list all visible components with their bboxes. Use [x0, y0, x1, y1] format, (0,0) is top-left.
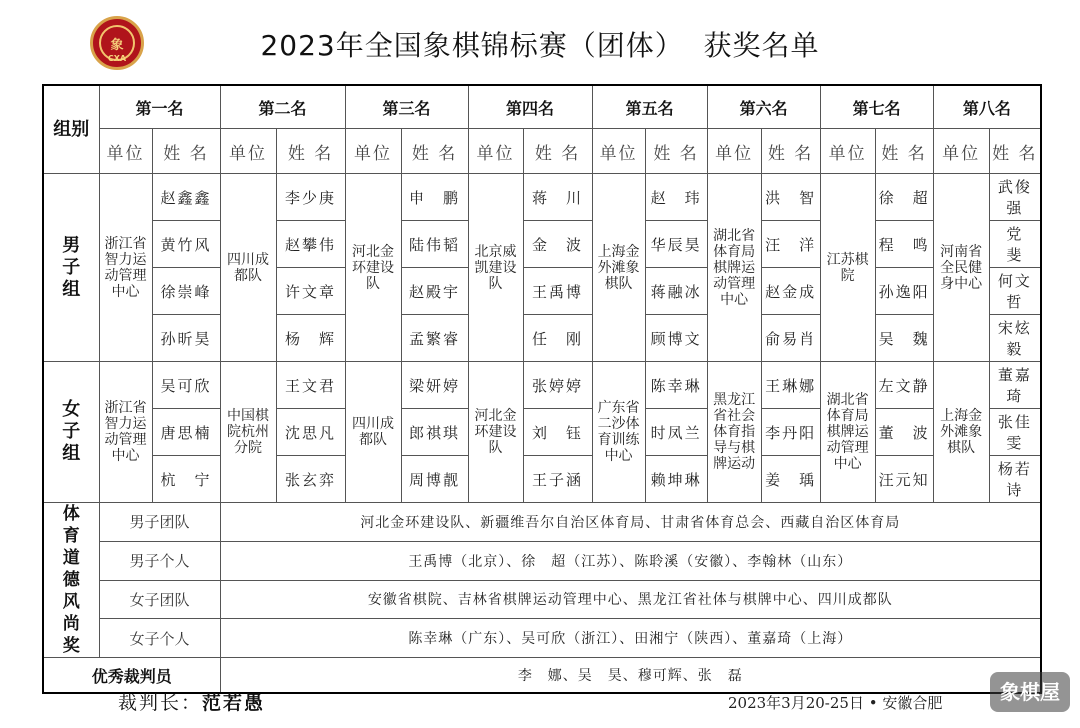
place-header: 第一名 — [99, 85, 220, 129]
men-player-name: 赵鑫鑫 — [152, 174, 220, 221]
date-place: 2023年3月20-25日 • 安徽合肥 — [728, 694, 943, 712]
men-player-name: 王禹博 — [523, 268, 592, 315]
men-player-name: 孟繁睿 — [401, 315, 468, 362]
place-header: 第五名 — [592, 85, 707, 129]
women-team-unit: 河北金环建设队 — [468, 362, 523, 503]
men-player-name: 赵金成 — [761, 268, 820, 315]
men-team-unit: 浙江省智力运动管理中心 — [99, 174, 152, 362]
unit-header: 单位 — [820, 129, 875, 174]
award-category: 女子团队 — [99, 580, 220, 619]
men-team-unit: 四川成都队 — [220, 174, 276, 362]
logo-char: 象 — [110, 37, 124, 53]
award-recipients: 王禹博（北京）、徐 超（江苏）、陈聆溪（安徽）、李翰林（山东） — [220, 541, 1041, 580]
men-player-name: 程 鸣 — [875, 221, 933, 268]
place-header: 第四名 — [468, 85, 592, 129]
name-header: 姓 名 — [875, 129, 933, 174]
women-player-name: 梁妍婷 — [401, 362, 468, 409]
unit-header: 单位 — [468, 129, 523, 174]
women-player-name: 汪元知 — [875, 456, 933, 503]
women-player-name: 张玄弈 — [276, 456, 345, 503]
men-player-name: 赵 玮 — [645, 174, 707, 221]
men-player-name: 华辰昊 — [645, 221, 707, 268]
men-player-name: 吴 魏 — [875, 315, 933, 362]
women-team-unit: 中国棋院杭州分院 — [220, 362, 276, 503]
watermark: 象棋屋 — [990, 672, 1070, 712]
women-player-name: 陈幸琳 — [645, 362, 707, 409]
men-player-name: 顾博文 — [645, 315, 707, 362]
men-player-name: 徐崇峰 — [152, 268, 220, 315]
award-recipients: 陈幸琳（广东）、吴可欣（浙江）、田湘宁（陕西）、董嘉琦（上海） — [220, 619, 1041, 658]
men-team-unit: 河南省全民健身中心 — [933, 174, 989, 362]
women-player-name: 王琳娜 — [761, 362, 820, 409]
women-player-name: 王文君 — [276, 362, 345, 409]
name-header: 姓 名 — [989, 129, 1041, 174]
name-header: 姓 名 — [645, 129, 707, 174]
awards-table — [42, 84, 1042, 694]
chief-referee-label: 裁判长： — [118, 692, 203, 714]
men-player-name: 汪 洋 — [761, 221, 820, 268]
women-player-name: 吴可欣 — [152, 362, 220, 409]
women-player-name: 刘 钰 — [523, 409, 592, 456]
award-recipients: 河北金环建设队、新疆维吾尔自治区体育局、甘肃省体育总会、西藏自治区体育局 — [220, 503, 1041, 542]
referees-list: 李 娜、吴 昊、穆可辉、张 磊 — [220, 658, 1041, 694]
men-team-unit: 湖北省体育局棋牌运动管理中心 — [707, 174, 761, 362]
men-player-name: 俞易肖 — [761, 315, 820, 362]
men-team-unit: 北京威凯建设队 — [468, 174, 523, 362]
women-team-unit: 四川成都队 — [345, 362, 401, 503]
men-player-name: 武俊强 — [989, 174, 1041, 221]
women-player-name: 唐思楠 — [152, 409, 220, 456]
men-team-unit: 上海金外滩象棋队 — [592, 174, 645, 362]
place-header: 第三名 — [345, 85, 468, 129]
place-header: 第七名 — [820, 85, 933, 129]
logo-text: CXA — [107, 54, 127, 63]
men-player-name: 何文哲 — [989, 268, 1041, 315]
place-header: 第八名 — [933, 85, 1041, 129]
men-player-name: 孙逸阳 — [875, 268, 933, 315]
name-header: 姓 名 — [523, 129, 592, 174]
group-header: 组别 — [43, 85, 99, 174]
place-header: 第二名 — [220, 85, 345, 129]
unit-header: 单位 — [933, 129, 989, 174]
men-player-name: 党 斐 — [989, 221, 1041, 268]
sportsmanship-label: 体育道德风尚奖 — [43, 503, 99, 658]
name-header: 姓 名 — [401, 129, 468, 174]
award-category: 男子团队 — [99, 503, 220, 542]
men-player-name: 陆伟韬 — [401, 221, 468, 268]
award-category: 女子个人 — [99, 619, 220, 658]
men-player-name: 洪 智 — [761, 174, 820, 221]
women-group-label: 女子组 — [43, 362, 99, 503]
women-team-unit: 黑龙江省社会体育指导与棋牌运动 — [707, 362, 761, 503]
men-player-name: 徐 超 — [875, 174, 933, 221]
name-header: 姓 名 — [152, 129, 220, 174]
unit-header: 单位 — [707, 129, 761, 174]
men-player-name: 孙昕昊 — [152, 315, 220, 362]
women-player-name: 郎祺琪 — [401, 409, 468, 456]
women-team-unit: 湖北省体育局棋牌运动管理中心 — [820, 362, 875, 503]
page-title: 2023年全国象棋锦标赛（团体） 获奖名单 — [260, 29, 820, 62]
chief-referee-name: 范若愚 — [202, 692, 266, 714]
women-player-name: 时凤兰 — [645, 409, 707, 456]
women-team-unit: 广东省二沙体育训练中心 — [592, 362, 645, 503]
men-player-name: 赵殿宇 — [401, 268, 468, 315]
women-player-name: 李丹阳 — [761, 409, 820, 456]
men-team-unit: 江苏棋院 — [820, 174, 875, 362]
award-recipients: 安徽省棋院、吉林省棋牌运动管理中心、黑龙江省社体与棋牌中心、四川成都队 — [220, 580, 1041, 619]
men-player-name: 杨 辉 — [276, 315, 345, 362]
chief-referee — [118, 688, 265, 715]
women-player-name: 赖坤琳 — [645, 456, 707, 503]
women-player-name: 杭 宁 — [152, 456, 220, 503]
unit-header: 单位 — [99, 129, 152, 174]
unit-header: 单位 — [345, 129, 401, 174]
men-player-name: 金 波 — [523, 221, 592, 268]
name-header: 姓 名 — [761, 129, 820, 174]
women-player-name: 姜 瑀 — [761, 456, 820, 503]
award-category: 男子个人 — [99, 541, 220, 580]
women-player-name: 张婷婷 — [523, 362, 592, 409]
men-player-name: 宋炫毅 — [989, 315, 1041, 362]
men-player-name: 李少庚 — [276, 174, 345, 221]
men-player-name: 蒋融冰 — [645, 268, 707, 315]
men-player-name: 黄竹风 — [152, 221, 220, 268]
men-player-name: 赵攀伟 — [276, 221, 345, 268]
referees-label: 优秀裁判员 — [43, 658, 220, 694]
men-player-name: 任 刚 — [523, 315, 592, 362]
men-player-name: 蒋 川 — [523, 174, 592, 221]
women-player-name: 左文静 — [875, 362, 933, 409]
women-player-name: 杨若诗 — [989, 456, 1041, 503]
unit-header: 单位 — [220, 129, 276, 174]
women-player-name: 周博靓 — [401, 456, 468, 503]
men-player-name: 许文章 — [276, 268, 345, 315]
unit-header: 单位 — [592, 129, 645, 174]
place-header: 第六名 — [707, 85, 820, 129]
men-group-label: 男子组 — [43, 174, 99, 362]
women-team-unit: 浙江省智力运动管理中心 — [99, 362, 152, 503]
women-team-unit: 上海金外滩象棋队 — [933, 362, 989, 503]
women-player-name: 张佳雯 — [989, 409, 1041, 456]
women-player-name: 王子涵 — [523, 456, 592, 503]
women-player-name: 董嘉琦 — [989, 362, 1041, 409]
men-team-unit: 河北金环建设队 — [345, 174, 401, 362]
women-player-name: 董 波 — [875, 409, 933, 456]
men-player-name: 申 鹏 — [401, 174, 468, 221]
women-player-name: 沈思凡 — [276, 409, 345, 456]
name-header: 姓 名 — [276, 129, 345, 174]
